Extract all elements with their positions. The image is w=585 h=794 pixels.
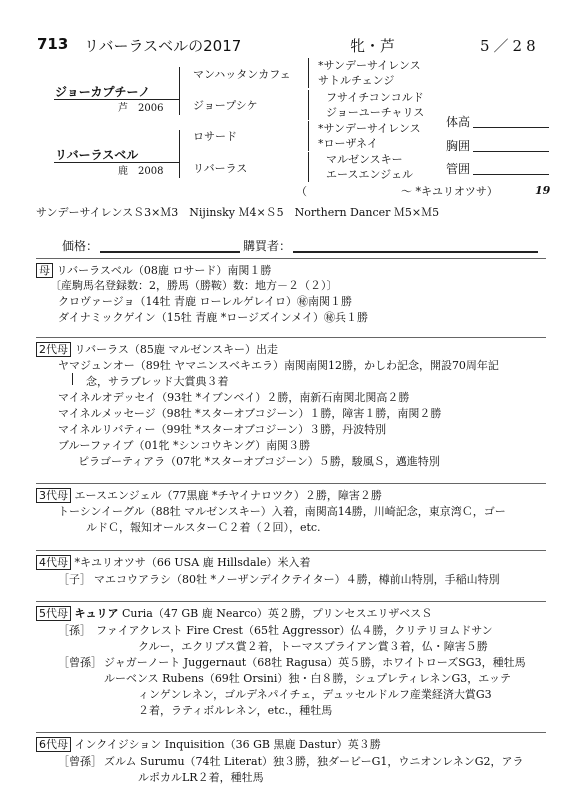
g3-2: サトルチェンジ — [318, 74, 395, 87]
sex-color: 牝・芦 — [350, 37, 396, 55]
section-2nd-dam-head: リバーラス（85鹿 マルゼンスキー）出走 — [74, 343, 279, 356]
cannon-label: 管囲 — [446, 162, 471, 176]
section-5th-dam-sub-tag-1: ［孫］ — [58, 624, 91, 637]
section-5th-dam — [36, 605, 432, 621]
g3-6: *ローザネイ — [318, 137, 378, 150]
inbreeding-line: サンデーサイレンスＳ3×Ｍ3 Nijinsky Ｍ4×Ｓ5 Northern Dancer Ｍ5×Ｍ5 — [36, 206, 440, 219]
section-6th-dam-line-2: ルポカルLR２着，種牡馬 — [138, 771, 264, 784]
section-5th-dam-sub-tag-2: ［曾孫］ — [58, 656, 102, 669]
g3-8: エースエンジェル — [326, 168, 413, 181]
section-dam-line-3: クロヴァージョ（14牡 青鹿 ローレルゲレイロ）㊙南関１勝 — [58, 295, 352, 308]
section-2nd-dam-line-7: ピラゴーティアラ（07牝 *スターオブコジーン）５勝，駿風Ｓ，邁進特別 — [78, 455, 440, 468]
section-4th-dam-head: *キユリオツサ（66 USA 鹿 Hillsdale）米入着 — [74, 556, 311, 569]
section-6th-dam-head: インクイジション Inquisition（36 GB 黒鹿 Dastur）英３勝 — [74, 738, 381, 751]
cannon-field[interactable] — [473, 174, 549, 175]
section-5th-dam-line-2: クルー，エクリプス賞２着，トーマスブライアン賞３着，仏・障害５勝 — [138, 640, 488, 653]
section-5th-dam-line-3: ジャガーノート Juggernaut（68牡 Ragusa）英５勝，ホワイトローズSG3，種牡馬 — [104, 656, 526, 669]
lot-number: 713 — [37, 35, 69, 53]
dam-name: リバーラスベル — [55, 148, 139, 162]
sire-dam: ジョープシケ — [193, 99, 258, 112]
section-4th-dam-line-1: マエコウアラシ（80牡 *ノーザンデイクテイター）４勝，樽前山特別，手稲山特別 — [94, 573, 500, 586]
section-5th-dam-head-bold: キュリア — [74, 607, 119, 620]
buyer-field[interactable] — [293, 251, 538, 253]
family-note-open: （ — [296, 185, 307, 198]
section-2nd-dam-line-1: ヤマジュンオー（89牡 ヤマニンスベキエラ）南関南関12勝，かしわ記念，開設70周年記 — [58, 359, 499, 372]
section-dam-line-4: ダイナミックゲイン（15牡 青鹿 *ロージズインメイ）㊙兵１勝 — [58, 311, 368, 324]
section-5th-dam-line-1: ファイアクレスト Fire Crest（65牡 Aggressor）仏４勝，クリテリヨムドサン — [96, 624, 493, 637]
g3-7: マルゼンスキー — [326, 153, 403, 166]
section-tag: 4代母 — [36, 555, 71, 570]
section-5th-dam-line-6: ２着，ラティボルレネン，etc.，種牡馬 — [138, 704, 333, 717]
section-6th-dam — [36, 736, 381, 752]
section-4th-dam-sub-tag: ［子］ — [58, 573, 91, 586]
section-2nd-dam-line-6: ブルーファイブ（01牝 *シンコウキング）南関３勝 — [58, 439, 311, 452]
chest-field[interactable] — [473, 151, 549, 152]
g3-3: フサイチコンコルド — [326, 91, 424, 104]
dam-meta: 鹿 2008 — [118, 166, 164, 177]
family-note: ～ *キユリオツサ） — [401, 185, 498, 198]
section-2nd-dam-line-3: マイネルオデッセイ（93牡 *イブンベイ）２勝，南新石南関北関高２勝 — [58, 391, 410, 404]
section-3rd-dam-line-1: トーシンイーグル（88牡 マルゼンスキー）入着，南関高14勝，川崎記念，東京湾Ｃ，ゴー — [58, 505, 506, 518]
buyer-label: 購買者： — [243, 239, 292, 253]
section-tag: 5代母 — [36, 606, 71, 621]
section-5th-dam-line-5: ィンゲンレネン，ゴルデネパイチェ，デュッセルドルフ産業経済大賞G3 — [138, 688, 492, 701]
price-field[interactable] — [100, 251, 240, 253]
g3-4: ジョーユーチャリス — [326, 106, 425, 119]
section-2nd-dam — [36, 341, 278, 357]
dam-dam: リバーラス — [193, 162, 248, 175]
section-tag: 3代母 — [36, 488, 71, 503]
birth-date: 5／28 — [480, 37, 540, 55]
sire-meta: 芦 2006 — [118, 103, 164, 114]
g3-1: *サンデーサイレンス — [318, 59, 421, 72]
section-tag: 2代母 — [36, 342, 71, 357]
section-2nd-dam-line-4: マイネルメッセージ（98牡 *スターオブコジーン）１勝，障害１勝，南関２勝 — [58, 407, 442, 420]
chest-label: 胸囲 — [446, 139, 471, 153]
g3-5: *サンデーサイレンス — [318, 122, 421, 135]
height-label: 体高 — [446, 115, 471, 129]
section-6th-dam-line-1: ズルム Surumu（74牡 Literat）独３勝，独ダービーG1，ウニオンレネンG2，アラ — [104, 755, 524, 768]
section-dam-line-1: リバーラスベル（08鹿 ロサード）南関１勝 — [56, 264, 272, 277]
section-tag: 母 — [36, 263, 53, 278]
sire-name: ジョーカプチーノ — [55, 85, 151, 99]
section-5th-dam-line-4: ルーベンス Rubens（69牡 Orsini）独・白８勝，シュプレティレネンG3，エッテ — [104, 672, 512, 685]
section-6th-dam-sub-tag: ［曾孫］ — [58, 755, 102, 768]
section-4th-dam — [36, 554, 311, 570]
price-label: 価格： — [62, 239, 99, 253]
height-field[interactable] — [473, 127, 549, 128]
horse-title: リバーラスベルの2017 — [84, 37, 242, 55]
section-2nd-dam-line-2: 念，サラブレッド大賞典３着 — [86, 375, 229, 388]
section-3rd-dam-line-2: ルドＣ，報知オールスターＣ２着（２回），etc. — [86, 521, 321, 534]
section-3rd-dam-head: エースエンジェル（77黒鹿 *チヤイナロツク）２勝，障害２勝 — [74, 489, 382, 502]
family-number: 19 — [535, 184, 551, 197]
dam-sire: ロサード — [193, 130, 237, 143]
section-2nd-dam-line-5: マイネルリバティー（99牡 *スターオブコジーン）３勝，丹波特別 — [58, 423, 387, 436]
section-3rd-dam — [36, 487, 382, 503]
section-dam-line-2: 〔産駒馬名登録数：2，勝馬（勝鞍）数：地方－２（２）〕 — [50, 279, 338, 292]
section-tag: 6代母 — [36, 737, 71, 752]
section-5th-dam-head: Curia（47 GB 鹿 Nearco）英２勝，プリンセスエリザベスＳ — [122, 607, 433, 620]
sire-sire: マンハッタンカフェ — [193, 68, 291, 81]
section-dam — [36, 262, 271, 278]
